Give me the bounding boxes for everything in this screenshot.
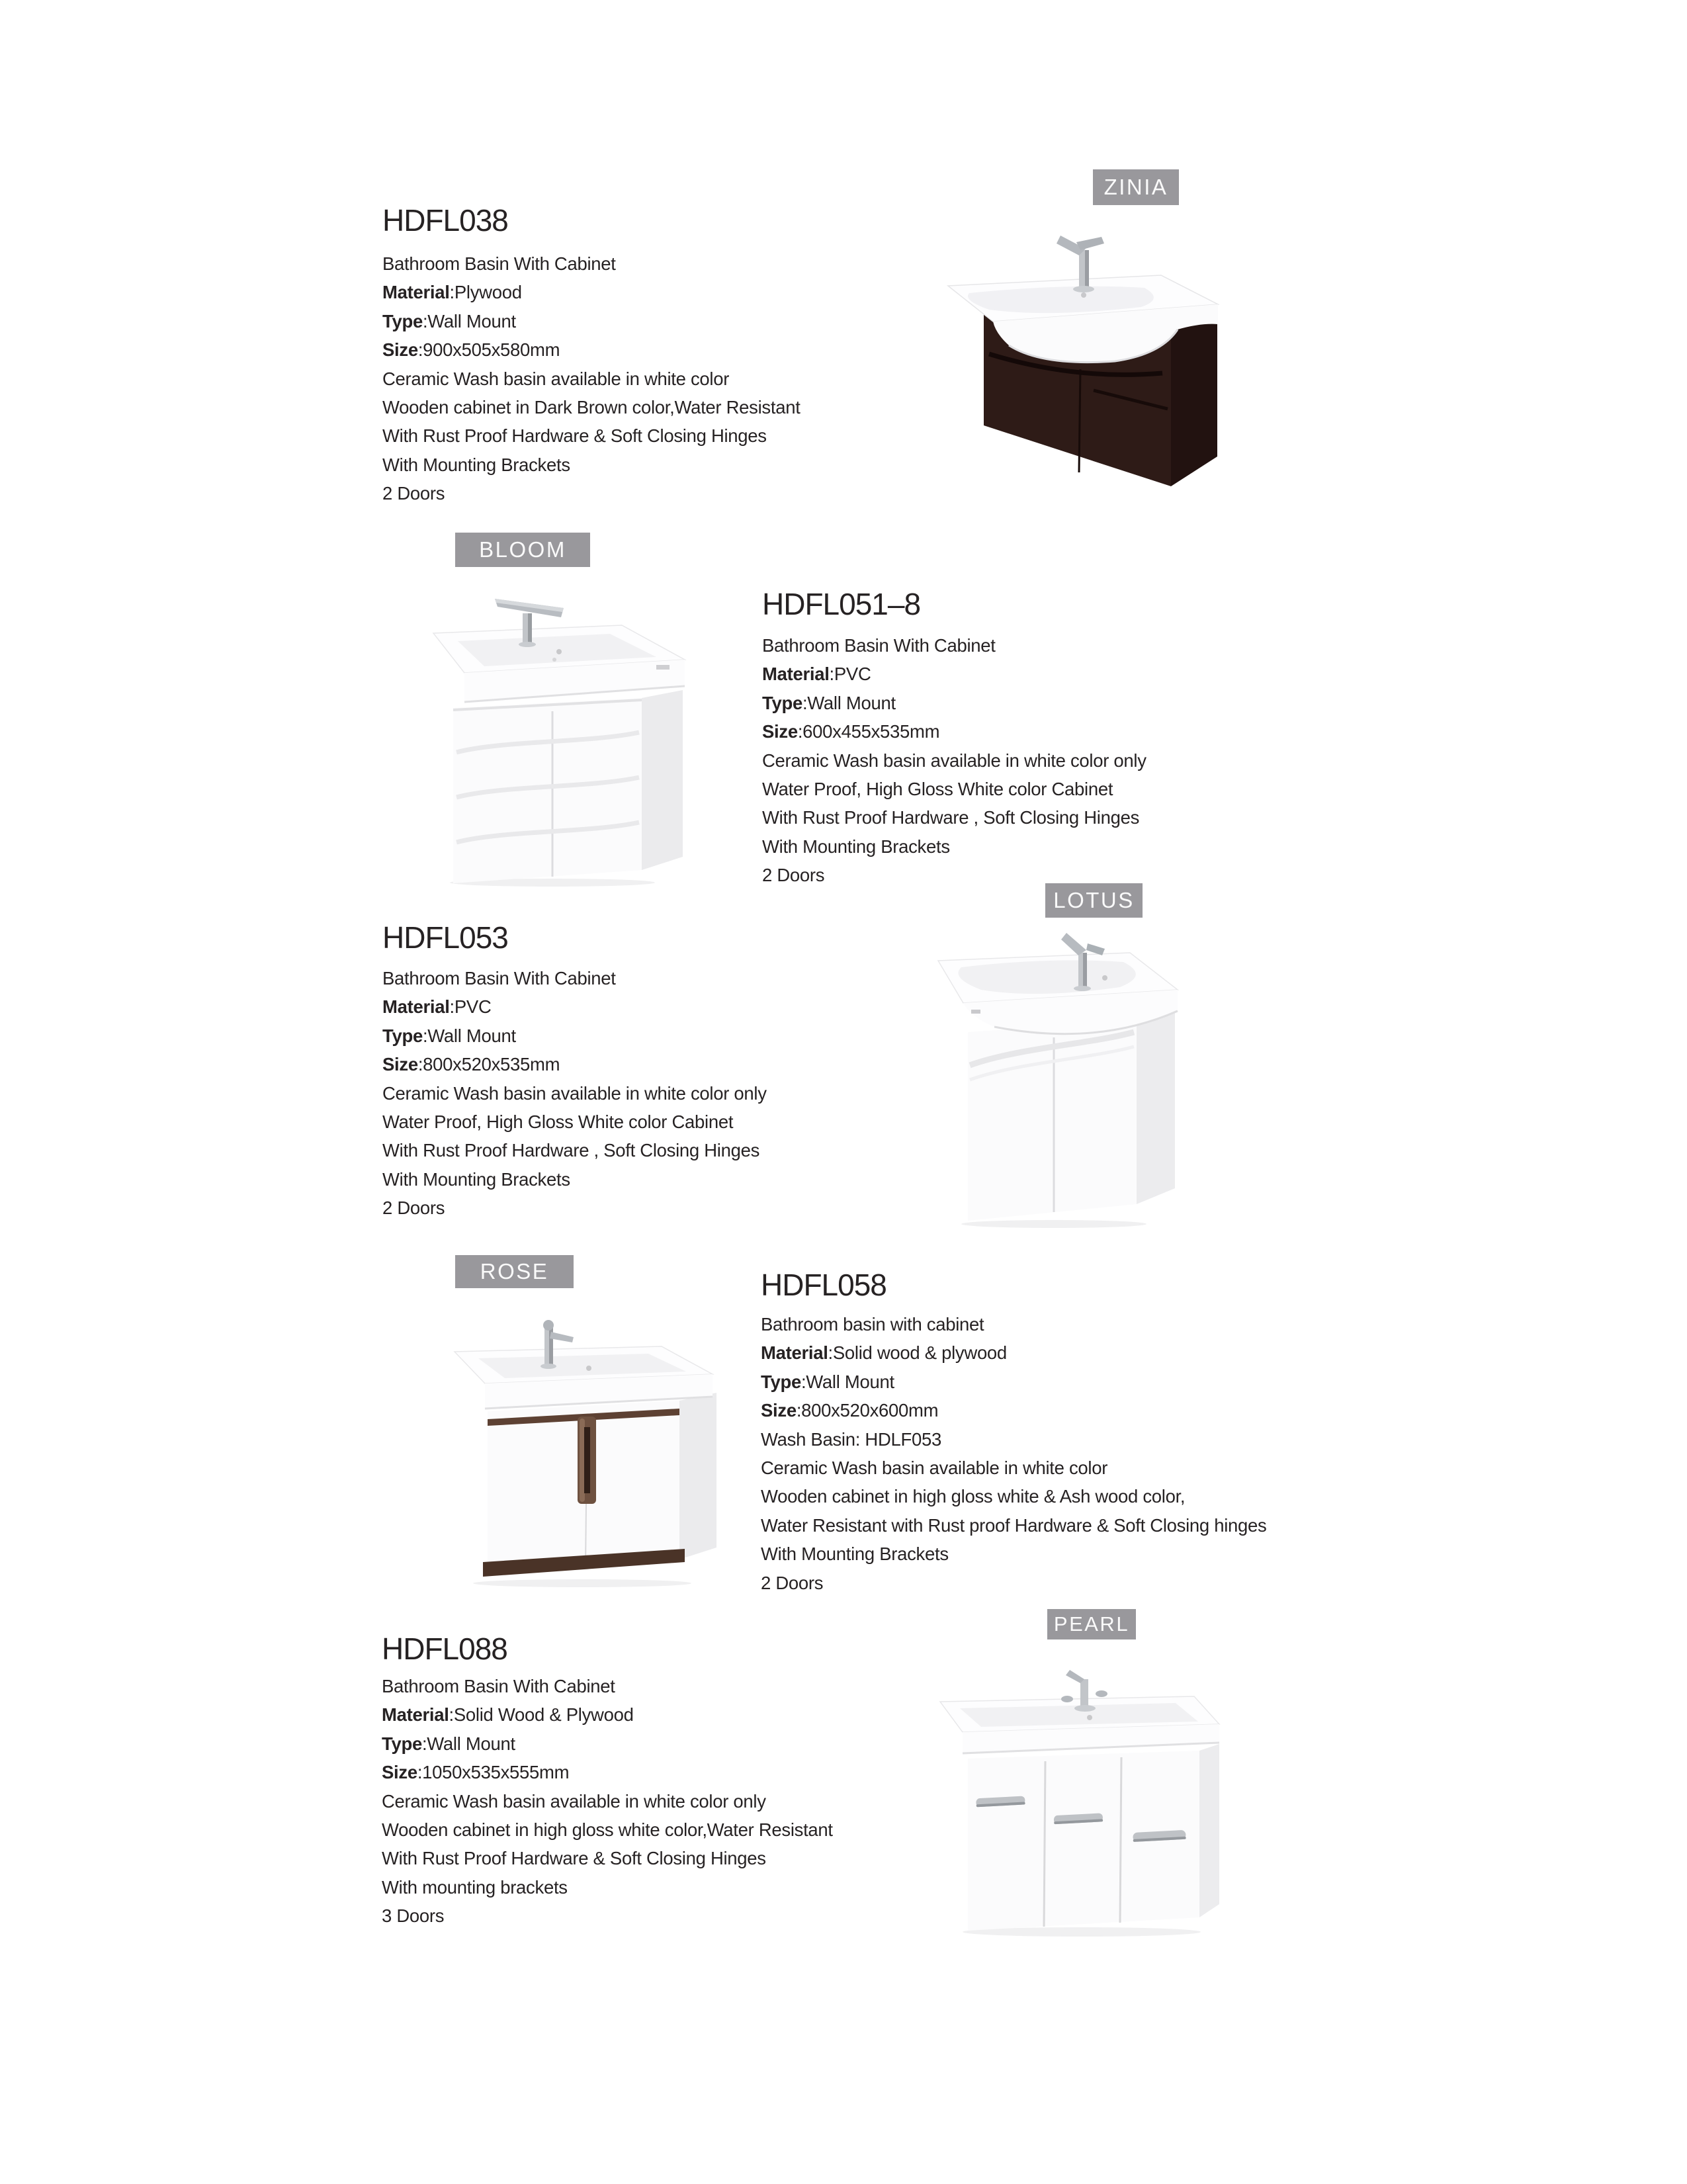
desc-line: Wooden cabinet in high gloss white color,Water Resistant (382, 1819, 833, 1841)
product-description-hdfl058 (761, 1310, 1266, 1597)
product-code-hdfl051-8: HDFL051–8 (762, 587, 921, 621)
desc-line (382, 307, 800, 335)
material-label: Material (382, 282, 450, 303)
desc-line (382, 278, 800, 306)
type-value: :Wall Mount (800, 1371, 894, 1392)
material-value: :PVC (829, 664, 871, 685)
size-label: Size (382, 339, 418, 361)
size-label: Size (382, 1054, 418, 1075)
desc-line: Bathroom basin with cabinet (761, 1314, 984, 1334)
desc-line: Ceramic Wash basin available in white color (761, 1458, 1108, 1479)
product-image-rose (447, 1300, 721, 1591)
desc-line: 3 Doors (382, 1905, 445, 1927)
desc-line (382, 335, 800, 364)
desc-line: Ceramic Wash basin available in white color only (382, 1082, 767, 1104)
type-label: Type (761, 1371, 801, 1392)
product-image-bloom (423, 579, 695, 887)
size-value: :600x455x535mm (797, 721, 940, 742)
material-value: :Plywood (449, 282, 522, 303)
type-label: Type (382, 1733, 422, 1754)
product-code-hdfl038: HDFL038 (382, 203, 508, 238)
material-value: :Solid Wood & Plywood (449, 1704, 634, 1725)
desc-line: Ceramic Wash basin available in white color only (762, 750, 1146, 771)
product-description-hdfl051-8 (762, 631, 1146, 890)
product-image-zinia (943, 225, 1221, 496)
material-value: :PVC (449, 996, 492, 1018)
desc-line (382, 1729, 833, 1758)
material-value: :Solid wood & plywood (828, 1342, 1007, 1364)
desc-line: Bathroom Basin With Cabinet (382, 253, 616, 274)
desc-line: Bathroom Basin With Cabinet (382, 968, 616, 988)
desc-line (761, 1338, 1266, 1367)
desc-line: 2 Doors (382, 1198, 445, 1219)
type-value: :Wall Mount (421, 1733, 515, 1754)
product-code-hdfl058: HDFL058 (761, 1268, 887, 1302)
desc-line: Bathroom Basin With Cabinet (382, 1676, 615, 1696)
material-label: Material (761, 1342, 828, 1364)
material-label: Material (382, 1704, 449, 1725)
product-description-hdfl053 (382, 964, 767, 1223)
size-label: Size (382, 1762, 417, 1783)
material-label: Material (382, 996, 450, 1018)
desc-line: Water Resistant with Rust proof Hardware & Soft Closing hinges (761, 1514, 1267, 1536)
size-label: Size (762, 721, 798, 742)
desc-line: 2 Doors (382, 483, 445, 504)
desc-line: With Rust Proof Hardware , Soft Closing Hinges (382, 1140, 760, 1161)
type-label: Type (382, 310, 423, 331)
desc-line: Ceramic Wash basin available in white color (382, 368, 730, 389)
product-badge-pearl: PEARL (1047, 1609, 1136, 1639)
product-code-hdfl053: HDFL053 (382, 920, 508, 955)
material-label: Material (762, 664, 830, 685)
desc-line: With Mounting Brackets (761, 1544, 949, 1565)
desc-line: With Mounting Brackets (382, 1168, 570, 1190)
desc-line: Ceramic Wash basin available in white color only (382, 1790, 766, 1812)
desc-line (382, 1758, 833, 1786)
type-value: :Wall Mount (802, 692, 896, 713)
product-badge-bloom: BLOOM (455, 533, 590, 567)
size-value: :800x520x600mm (796, 1400, 939, 1421)
size-value: :1050x535x555mm (417, 1762, 570, 1783)
desc-line (382, 1022, 767, 1050)
desc-line: With mounting brackets (382, 1876, 568, 1898)
product-badge-rose: ROSE (455, 1255, 574, 1288)
desc-line: With Mounting Brackets (382, 454, 570, 475)
desc-line: Wooden cabinet in Dark Brown color,Water Resistant (382, 397, 800, 418)
desc-line (761, 1396, 1266, 1424)
desc-line (761, 1368, 1266, 1396)
desc-line (762, 660, 1146, 688)
desc-line: Wooden cabinet in high gloss white & Ash wood color, (761, 1486, 1186, 1507)
type-value: :Wall Mount (422, 1025, 516, 1046)
desc-line: Water Proof, High Gloss White color Cabinet (382, 1112, 734, 1133)
product-description-hdfl038 (382, 249, 800, 508)
size-label: Size (761, 1400, 797, 1421)
size-value: :900x505x580mm (417, 339, 560, 361)
desc-line: With Mounting Brackets (762, 836, 950, 857)
desc-line: Wash Basin: HDLF053 (761, 1428, 941, 1450)
desc-line (382, 1700, 833, 1729)
product-image-lotus (931, 926, 1190, 1231)
desc-line: With Rust Proof Hardware & Soft Closing Hinges (382, 425, 767, 447)
product-description-hdfl088 (382, 1672, 833, 1931)
desc-line: 2 Doors (762, 865, 825, 886)
desc-line (382, 992, 767, 1021)
desc-line: With Rust Proof Hardware & Soft Closing Hinges (382, 1848, 766, 1869)
type-value: :Wall Mount (422, 310, 516, 331)
type-label: Type (762, 692, 802, 713)
product-badge-zinia: ZINIA (1093, 169, 1179, 205)
desc-line (382, 1050, 767, 1078)
product-code-hdfl088: HDFL088 (382, 1632, 507, 1666)
product-badge-lotus: LOTUS (1045, 883, 1143, 918)
type-label: Type (382, 1025, 423, 1046)
desc-line: Bathroom Basin With Cabinet (762, 635, 996, 656)
size-value: :800x520x535mm (417, 1054, 560, 1075)
desc-line: 2 Doors (761, 1572, 824, 1593)
product-image-pearl (936, 1661, 1227, 1939)
desc-line: With Rust Proof Hardware , Soft Closing Hinges (762, 807, 1140, 828)
desc-line (762, 689, 1146, 717)
desc-line (762, 717, 1146, 746)
desc-line: Water Proof, High Gloss White color Cabinet (762, 779, 1113, 800)
